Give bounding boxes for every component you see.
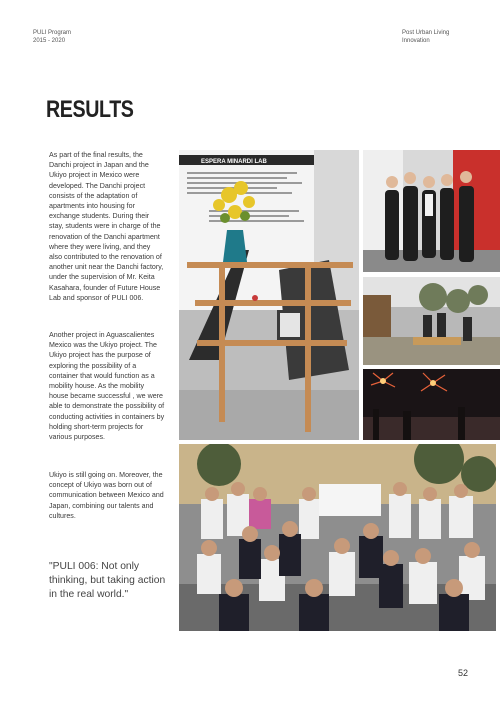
paragraph-danchi: As part of the final results, the Danchi project in Japan and the Ukiyo project in Mexico were developed. The Danchi project consists of the adaptation of apartments into housing for exchange students. During their stay, students were in charge of the renovation of the Danchi apartment where they were living, and they also contributed to the renovation of another unit near the Danchi factory, under the supervision of Mr. Keita Kasahara, founder of Future House Lab and sponsor of PULI 006. [49, 151, 164, 302]
header-right [402, 29, 449, 45]
pull-quote: "PULI 006: Not only thinking, but taking action in the real world." [49, 561, 166, 600]
exhibit-sign-text: ESPERA MINARDI LAB [201, 159, 267, 165]
page-number: 52 [458, 668, 469, 678]
photo-children-group [179, 444, 496, 631]
paragraph-ukiyo: Another project in Aguascalientes Mexico was the Ukiyo project. The Ukiyo project has the purpose of exploring the possibility of a container that would function as a mobility house. As the mobility house became successful , we were able to demonstrate the possibility of conducting activities in containers by holding short-term projects for various purposes. [49, 331, 165, 442]
photo-group-portrait [363, 150, 500, 272]
program-years: 2015 - 2020 [33, 38, 66, 44]
page-title: RESULTS [46, 96, 134, 123]
program-subtitle-line2: Innovation [402, 38, 430, 44]
photo-fireworks [363, 369, 500, 440]
photo-container-site [363, 277, 500, 365]
program-name: PULI Program [33, 30, 72, 36]
header-left [33, 29, 71, 45]
photo-exhibition-shelf [179, 150, 359, 440]
program-subtitle-line1: Post Urban Living [402, 30, 450, 36]
paragraph-ukiyo-ongoing: Ukiyo is still going on. Moreover, the concept of Ukiyo was born out of communication between Mexico and Japan, combining our talents and cultures. [49, 471, 164, 520]
